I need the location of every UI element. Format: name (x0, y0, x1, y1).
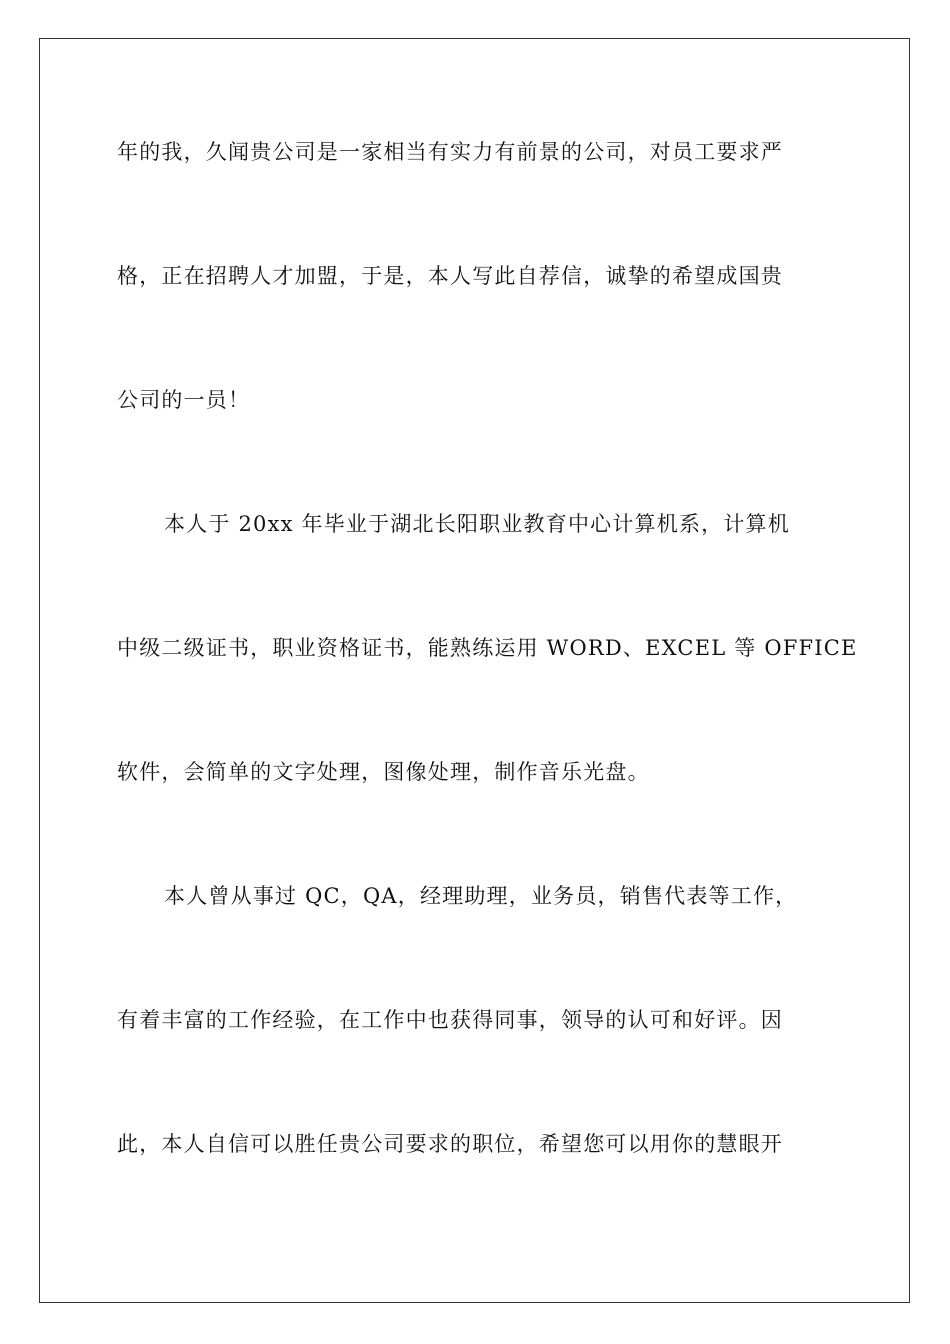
text-line-3: 公司的一员！ (117, 388, 251, 412)
paragraph-3-line-2: 有着丰富的工作经验，在工作中也获得同事，领导的认可和好评。因 (117, 1008, 783, 1032)
paragraph-3-line-1: 本人曾从事过 QC，QA，经理助理，业务员，销售代表等工作， (164, 884, 798, 908)
text-line-1: 年的我，久闻贵公司是一家相当有实力有前景的公司，对员工要求严 (117, 140, 783, 164)
text-line-2: 格，正在招聘人才加盟，于是，本人写此自荐信，诚挚的希望成国贵 (117, 264, 783, 288)
paragraph-2-line-3: 软件，会简单的文字处理，图像处理，制作音乐光盘。 (117, 760, 650, 784)
page-border (39, 38, 910, 1303)
paragraph-3-line-3: 此，本人自信可以胜任贵公司要求的职位，希望您可以用你的慧眼开 (117, 1132, 783, 1156)
paragraph-2-line-1: 本人于 20xx 年毕业于湖北长阳职业教育中心计算机系，计算机 (164, 512, 790, 536)
paragraph-2-line-2: 中级二级证书，职业资格证书，能熟练运用 WORD、EXCEL 等 OFFICE (117, 636, 858, 660)
